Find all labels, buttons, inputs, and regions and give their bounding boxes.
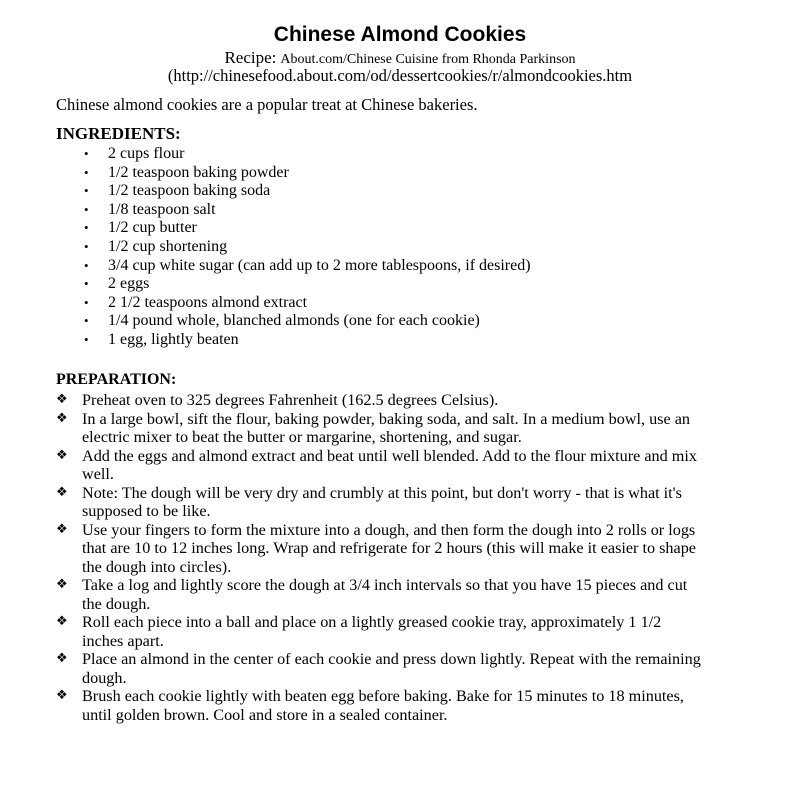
step-text: Place an almond in the center of each cookie and press down lightly. Repeat with the remaining dough. — [82, 650, 701, 687]
diamond-bullet-icon: ❖ — [56, 577, 68, 592]
step-text: Use your fingers to form the mixture into a dough, and then form the dough into 2 rolls or logs that are 10 to 12 inches long. Wrap and refrigerate for 2 hours (this will make it easier to shape the dough into circles). — [82, 520, 696, 576]
source-url: (http://chinesefood.about.com/od/dessertcookies/r/almondcookies.htm — [167, 66, 633, 85]
recipe-title: Chinese Almond Cookies — [273, 23, 527, 46]
ingredient-text: 1/8 teaspoon salt — [108, 200, 216, 218]
preparation-step — [0, 687, 702, 724]
diamond-bullet-icon: ❖ — [56, 410, 68, 426]
diamond-bullet-icon: ❖ — [56, 447, 68, 463]
source-label: Recipe: — [224, 48, 277, 67]
source-text: About.com/Chinese Cuisine from Rhonda Parkinson — [280, 52, 576, 67]
preparation-step — [0, 447, 702, 484]
preparation-step — [0, 521, 702, 577]
bullet-icon: • — [84, 146, 89, 161]
step-text: Note: The dough will be very dry and crumbly at this point, but don't worry - that is what it's supposed to be like. — [82, 483, 682, 520]
ingredient-text: 1/4 pound whole, blanched almonds (one for each cookie) — [108, 312, 480, 330]
diamond-bullet-icon: ❖ — [56, 651, 68, 666]
ingredient-text: 2 cups flour — [108, 145, 185, 162]
bullet-icon: • — [84, 238, 89, 254]
preparation-step — [0, 650, 702, 687]
recipe-intro: Chinese almond cookies are a popular treat at Chinese bakeries. — [56, 95, 478, 114]
bullet-icon: • — [84, 313, 89, 329]
ingredients-heading: INGREDIENTS: — [56, 124, 181, 143]
step-text: Brush each cookie lightly with beaten egg before baking. Bake for 15 minutes to 18 minutes, until golden brown. Cool and store in a sealed container. — [82, 687, 684, 724]
preparation-step — [0, 613, 702, 650]
ingredient-text: 1/2 teaspoon baking powder — [108, 163, 289, 181]
ingredient-text: 2 1/2 teaspoons almond extract — [108, 293, 308, 311]
bullet-icon: • — [84, 294, 89, 310]
preparation-step — [0, 410, 702, 447]
ingredient-text: 1 egg, lightly beaten — [108, 330, 239, 348]
step-text: Preheat oven to 325 degrees Fahrenheit (162.5 degrees Celsius). — [82, 391, 499, 409]
ingredient-text: 1/2 teaspoon baking soda — [108, 182, 271, 200]
ingredient-text: 1/2 cup butter — [108, 219, 197, 237]
step-text: In a large bowl, sift the flour, baking powder, baking soda, and salt. In a medium bowl, use an electric mixer to beat the butter or margarine, shortening, and sugar. — [82, 409, 690, 446]
preparation-heading: PREPARATION: — [56, 371, 177, 388]
bullet-icon: • — [84, 201, 89, 217]
bullet-icon: • — [84, 257, 89, 273]
step-text: Take a log and lightly score the dough at 3/4 inch intervals so that you have 15 pieces and cut the dough. — [82, 576, 688, 613]
preparation-step — [0, 391, 702, 410]
bullet-icon: • — [84, 183, 89, 199]
diamond-bullet-icon: ❖ — [56, 392, 68, 407]
step-text: Roll each piece into a ball and place on a lightly greased cookie tray, approximately 1 1/2 inches apart. — [82, 613, 662, 650]
preparation-step — [0, 576, 702, 613]
diamond-bullet-icon: ❖ — [56, 688, 68, 703]
ingredient-text: 2 eggs — [108, 275, 150, 293]
bullet-icon: • — [84, 276, 89, 292]
ingredient-text: 1/2 cup shortening — [108, 237, 228, 255]
bullet-icon: • — [84, 164, 89, 180]
diamond-bullet-icon: ❖ — [56, 614, 68, 629]
diamond-bullet-icon: ❖ — [56, 521, 68, 537]
preparation-list — [0, 391, 800, 724]
diamond-bullet-icon: ❖ — [56, 484, 68, 500]
bullet-icon: • — [84, 331, 89, 347]
preparation-step — [0, 484, 702, 521]
ingredient-text: 3/4 cup white sugar (can add up to 2 more tablespoons, if desired) — [108, 256, 531, 274]
bullet-icon: • — [84, 220, 89, 236]
step-text: Add the eggs and almond extract and beat until well blended. Add to the flour mixture and mix well. — [82, 446, 697, 483]
